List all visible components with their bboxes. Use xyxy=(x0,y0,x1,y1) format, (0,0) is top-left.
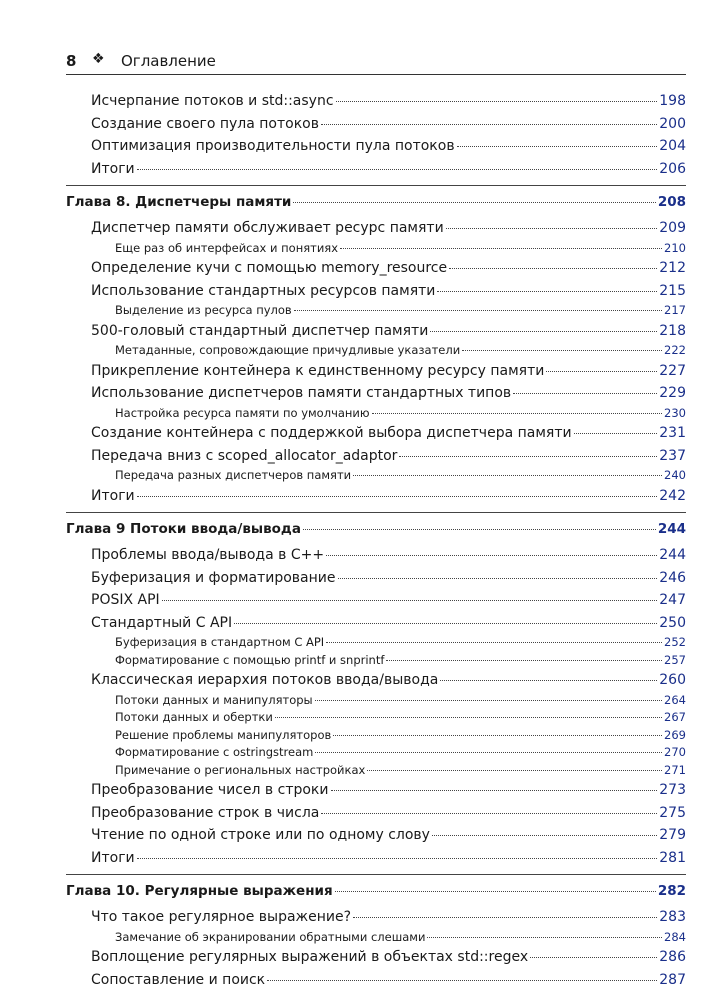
dot-leader xyxy=(336,101,658,102)
page-ref: 212 xyxy=(659,260,686,276)
page-ref: 237 xyxy=(659,447,686,464)
toc-subentry[interactable]: Потоки данных и манипуляторы 264 xyxy=(66,692,686,710)
toc-entry[interactable]: Преобразование строк в числа 275 xyxy=(66,802,686,825)
dot-leader xyxy=(315,700,662,701)
dot-leader xyxy=(446,228,658,229)
page-ref: 244 xyxy=(659,547,686,563)
toc-entry[interactable]: Воплощение регулярных выражений в объектах std::regex 286 xyxy=(66,946,686,969)
dot-leader xyxy=(293,202,655,203)
dot-leader xyxy=(430,331,657,332)
toc-subentry[interactable]: Форматирование с помощью printf и snprintf 257 xyxy=(66,652,686,670)
dot-leader xyxy=(234,623,657,624)
dot-leader xyxy=(137,858,658,859)
dot-leader xyxy=(340,248,662,249)
dot-leader xyxy=(353,917,657,918)
page-ref: 270 xyxy=(664,745,686,759)
toc-entry[interactable]: Прикрепление контейнера к единственному ресурсу памяти 227 xyxy=(66,360,686,383)
toc-subentry[interactable]: Передача разных диспетчеров памяти 240 xyxy=(66,467,686,485)
page-ref: 208 xyxy=(657,194,686,210)
dot-leader xyxy=(546,371,657,372)
page-ref: 222 xyxy=(664,343,686,357)
dot-leader xyxy=(137,496,658,497)
page-ref: 227 xyxy=(659,362,686,379)
toc-subentry[interactable]: Решение проблемы манипуляторов 269 xyxy=(66,727,686,745)
page-ref: 279 xyxy=(659,827,686,843)
dot-leader xyxy=(367,770,662,771)
dot-leader xyxy=(437,291,657,292)
dot-leader xyxy=(326,642,662,643)
page-ref: 271 xyxy=(664,762,686,777)
dot-leader xyxy=(275,717,662,718)
dot-leader xyxy=(294,310,662,311)
dot-leader xyxy=(372,413,662,414)
page-ref: 215 xyxy=(659,282,686,299)
dot-leader xyxy=(326,555,657,556)
toc-entry[interactable]: Диспетчер памяти обслуживает ресурс памяти 209 xyxy=(66,217,686,240)
page-ref: 218 xyxy=(659,322,686,339)
page-ref: 283 xyxy=(659,909,686,925)
toc-entry[interactable]: 500-головый стандартный диспетчер памяти 218 xyxy=(66,320,686,343)
page-ref: 273 xyxy=(659,782,686,798)
page-ref: 269 xyxy=(664,727,686,742)
dot-leader xyxy=(457,146,658,147)
toc-subentry[interactable]: Еще раз об интерфейсах и понятиях 210 xyxy=(66,240,686,258)
page-ref: 242 xyxy=(659,487,686,504)
toc-entry[interactable]: Проблемы ввода/вывода в C++ 244 xyxy=(66,544,686,567)
page-ref: 264 xyxy=(664,692,686,707)
dot-leader xyxy=(315,752,662,753)
page-ref: 244 xyxy=(657,521,686,537)
page-ref: 231 xyxy=(659,425,686,441)
dot-leader xyxy=(399,456,657,457)
toc-subentry[interactable]: Примечание о региональных настройках 271 xyxy=(66,762,686,780)
dot-leader xyxy=(530,957,657,958)
dot-leader xyxy=(440,680,657,681)
dot-leader xyxy=(267,980,657,981)
toc-subentry[interactable]: Замечание об экранировании обратными слешами 284 xyxy=(66,929,686,947)
toc-entry[interactable]: Итоги 281 xyxy=(66,847,686,870)
page-ref: 230 xyxy=(664,405,686,420)
chapter-divider xyxy=(66,512,686,513)
toc-entry[interactable]: Передача вниз с scoped_allocator_adaptor 237 xyxy=(66,445,686,468)
page-ref: 206 xyxy=(659,160,686,177)
toc-entry[interactable]: POSIX API 247 xyxy=(66,589,686,612)
page-ref: 267 xyxy=(664,710,686,724)
page-ref: 281 xyxy=(659,849,686,866)
toc-subentry[interactable]: Потоки данных и обертки 267 xyxy=(66,709,686,727)
dot-leader xyxy=(574,433,658,434)
chapter-heading[interactable]: Глава 10. Регулярные выражения 282 xyxy=(66,877,686,906)
toc-entry[interactable]: Чтение по одной строке или по одному слову 279 xyxy=(66,824,686,847)
toc-entry[interactable]: Буферизация и форматирование 246 xyxy=(66,567,686,590)
toc-subentry[interactable]: Выделение из ресурса пулов 217 xyxy=(66,302,686,320)
page-ref: 247 xyxy=(659,592,686,608)
dot-leader xyxy=(462,350,662,351)
page-ref: 250 xyxy=(659,614,686,631)
dot-leader xyxy=(333,735,662,736)
toc-entry[interactable]: Использование стандартных ресурсов памяти 215 xyxy=(66,280,686,303)
dot-leader xyxy=(513,393,657,394)
table-of-contents xyxy=(66,90,686,991)
header-title: Оглавление xyxy=(121,52,216,70)
toc-entry[interactable]: Определение кучи с помощью memory_resource 212 xyxy=(66,257,686,280)
page-ref: 287 xyxy=(659,971,686,988)
dot-leader xyxy=(162,600,658,601)
toc-entry[interactable]: Исчерпание потоков и std::async 198 xyxy=(66,90,686,113)
toc-entry[interactable]: Сопоставление и поиск 287 xyxy=(66,969,686,992)
page-ref: 210 xyxy=(664,240,686,255)
dot-leader xyxy=(335,891,656,892)
toc-subentry[interactable]: Метаданные, сопровождающие причудливые указатели 222 xyxy=(66,342,686,360)
page-ref: 282 xyxy=(657,883,686,899)
dot-leader xyxy=(331,790,658,791)
page-ref: 198 xyxy=(659,93,686,109)
dot-leader xyxy=(303,529,656,530)
dot-leader xyxy=(321,813,657,814)
toc-entry[interactable]: Что такое регулярное выражение? 283 xyxy=(66,906,686,929)
toc-entry[interactable]: Классическая иерархия потоков ввода/вывода 260 xyxy=(66,669,686,692)
toc-entry[interactable]: Использование диспетчеров памяти стандартных типов 229 xyxy=(66,382,686,405)
dot-leader xyxy=(427,937,662,938)
page-ref: 209 xyxy=(659,220,686,236)
page-ref: 260 xyxy=(659,672,686,688)
page-ref: 246 xyxy=(659,569,686,586)
dot-leader xyxy=(386,660,662,661)
dot-leader xyxy=(321,124,657,125)
page-ref: 240 xyxy=(664,468,686,482)
toc-entry[interactable]: Итоги 206 xyxy=(66,158,686,181)
toc-entry[interactable]: Итоги 242 xyxy=(66,485,686,508)
page-ref: 275 xyxy=(659,804,686,821)
page-number: 8 xyxy=(66,52,77,70)
dot-leader xyxy=(137,169,658,170)
page-ref: 257 xyxy=(664,652,686,667)
dot-leader xyxy=(338,578,658,579)
toc-entry[interactable]: Стандартный C API 250 xyxy=(66,612,686,635)
page-ref: 217 xyxy=(664,303,686,317)
toc-entry[interactable]: Преобразование чисел в строки 273 xyxy=(66,779,686,802)
toc-entry[interactable]: Создание своего пула потоков 200 xyxy=(66,113,686,136)
dot-leader xyxy=(432,835,657,836)
page-ref: 284 xyxy=(664,929,686,944)
toc-entry[interactable]: Создание контейнера с поддержкой выбора диспетчера памяти 231 xyxy=(66,422,686,445)
running-header xyxy=(66,50,686,75)
dot-leader xyxy=(449,268,657,269)
diamond-ornament-icon: ❖ xyxy=(92,51,105,67)
toc-entry[interactable]: Оптимизация производительности пула потоков 204 xyxy=(66,135,686,158)
page-ref: 252 xyxy=(664,635,686,649)
chapter-divider xyxy=(66,185,686,186)
page-ref: 229 xyxy=(659,385,686,401)
toc-subentry[interactable]: Форматирование с ostringstream 270 xyxy=(66,744,686,762)
toc-subentry[interactable]: Буферизация в стандартном C API 252 xyxy=(66,634,686,652)
chapter-heading[interactable]: Глава 8. Диспетчеры памяти 208 xyxy=(66,188,686,217)
dot-leader xyxy=(353,475,662,476)
chapter-heading[interactable]: Глава 9 Потоки ввода/вывода 244 xyxy=(66,515,686,544)
page-ref: 204 xyxy=(659,138,686,154)
page-ref: 200 xyxy=(659,115,686,132)
page-ref: 286 xyxy=(659,949,686,965)
toc-subentry[interactable]: Настройка ресурса памяти по умолчанию 230 xyxy=(66,405,686,423)
chapter-divider xyxy=(66,874,686,875)
